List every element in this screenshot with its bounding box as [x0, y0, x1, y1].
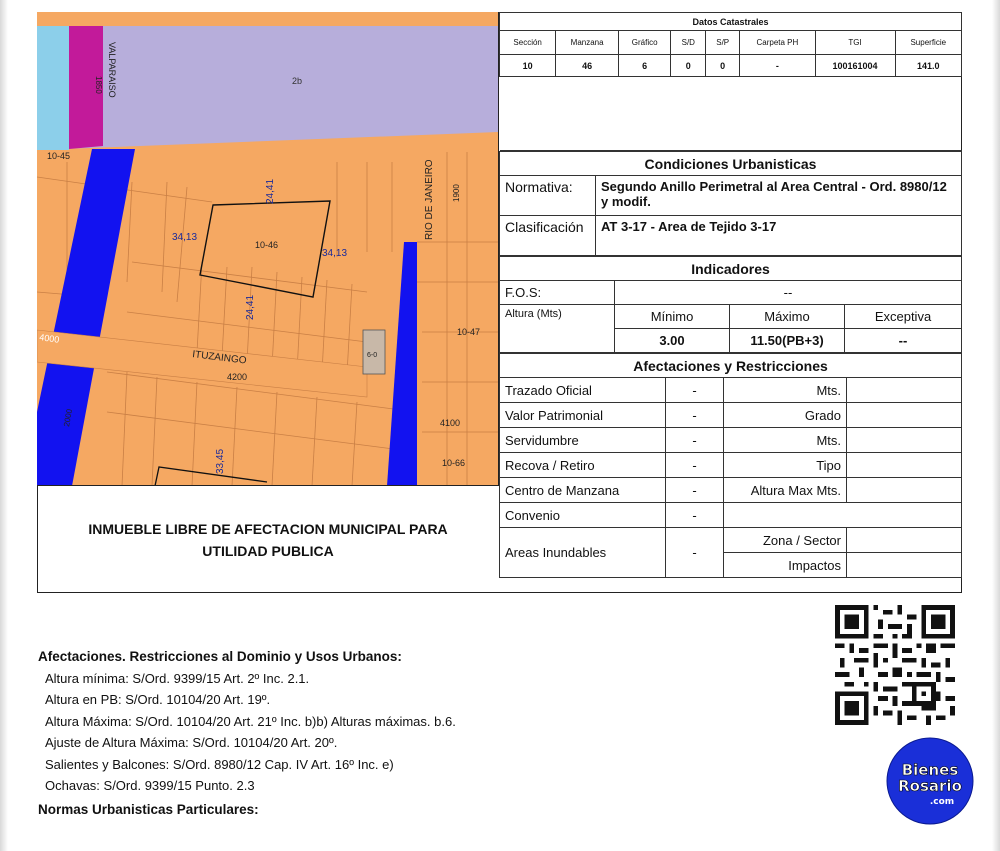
normas-title: Normas Urbanisticas Particulares: — [38, 801, 259, 817]
afectacion-dash: - — [666, 378, 724, 403]
catastral-header: S/D — [671, 31, 706, 55]
catastral-title: Datos Catastrales — [500, 13, 962, 31]
legal-item: Ochavas: S/Ord. 9399/15 Punto. 2.3 — [45, 778, 255, 793]
condiciones-table — [499, 151, 962, 256]
catastral-header: Manzana — [556, 31, 619, 55]
exceptiva-value: -- — [845, 329, 962, 353]
legal-item: Altura mínima: S/Ord. 9399/15 Art. 2º Inc. 2.1. — [45, 670, 310, 686]
afectacion-label: Recova / Retiro — [500, 453, 666, 478]
label-4200: 4200 — [227, 372, 248, 382]
minimo-value: 3.00 — [615, 329, 730, 353]
notice-text: INMUEBLE LIBRE DE AFECTACION MUNICIPAL PARA UTILIDAD PUBLICA — [88, 520, 448, 559]
label-dim-3345: 33,45 — [215, 448, 226, 474]
zone-2b-block — [37, 26, 499, 150]
catastral-value: 6 — [618, 55, 670, 77]
legal-item: Salientes y Balcones: S/Ord. 8980/12 Cap. IV Art. 16º Inc. e) — [45, 756, 394, 772]
legal-item: Altura en PB: S/Ord. 10104/20 Art. 19º. — [45, 692, 271, 707]
catastral-value: - — [740, 55, 815, 77]
afectacion-unit: Mts. — [724, 428, 847, 453]
zona-value — [847, 528, 962, 553]
data-panel — [499, 12, 962, 593]
logo-line3: .com — [929, 797, 955, 807]
legal-title: Afectaciones. Restricciones al Dominio y Usos Urbanos: — [38, 649, 402, 664]
afectacion-dash: - — [666, 453, 724, 478]
label-dim-bottom: 24,41 — [245, 294, 256, 320]
catastral-header: Sección — [500, 31, 556, 55]
page-edge-left — [0, 0, 8, 851]
map-svg — [37, 12, 499, 486]
label-rio: RIO DE JANEIRO — [424, 159, 435, 240]
afectacion-label: Centro de Manzana — [500, 478, 666, 503]
zona-label: Zona / Sector — [724, 528, 847, 553]
altura-label: Altura (Mts) — [500, 305, 615, 353]
afectacion-value — [847, 403, 962, 428]
blank-area — [500, 77, 962, 151]
afectacion-label: Valor Patrimonial — [500, 403, 666, 428]
afectacion-value — [847, 378, 962, 403]
catastral-value: 141.0 — [895, 55, 961, 77]
catastral-value: 10 — [500, 55, 556, 77]
label-4100: 4100 — [440, 418, 461, 428]
catastral-header: Gráfico — [618, 31, 670, 55]
catastral-value: 0 — [706, 55, 740, 77]
exceptiva-label: Exceptiva — [845, 305, 962, 329]
label-dim-top: 24,41 — [265, 178, 276, 204]
afectacion-dash: - — [666, 403, 724, 428]
indicadores-title: Indicadores — [500, 257, 962, 281]
label-dim-left: 34,13 — [172, 232, 198, 243]
legal-section — [38, 646, 456, 820]
condiciones-title: Condiciones Urbanisticas — [500, 152, 962, 176]
afectacion-unit: Altura Max Mts. — [724, 478, 847, 503]
indicadores-table — [499, 256, 962, 353]
afectacion-value — [847, 453, 962, 478]
label-zone-1047: 10-47 — [457, 327, 481, 337]
maximo-label: Máximo — [730, 305, 845, 329]
bienes-rosario-logo — [886, 737, 974, 825]
afectacion-dash: - — [666, 478, 724, 503]
water-strip — [37, 26, 69, 150]
afectacion-label: Servidumbre — [500, 428, 666, 453]
afectacion-unit: Tipo — [724, 453, 847, 478]
label-zone-2b: 2b — [292, 76, 303, 86]
afectacion-unit: Mts. — [724, 378, 847, 403]
afectaciones-title: Afectaciones y Restricciones — [500, 354, 962, 378]
catastral-header: Superficie — [895, 31, 961, 55]
afectacion-value — [847, 428, 962, 453]
catastral-value: 100161004 — [815, 55, 895, 77]
cadastral-map — [37, 12, 499, 486]
qr-code — [835, 605, 955, 725]
fos-value: -- — [615, 281, 962, 305]
catastral-value: 0 — [671, 55, 706, 77]
label-dim-right: 34,13 — [322, 248, 348, 259]
catastral-header: Carpeta PH — [740, 31, 815, 55]
afectacion-label: Trazado Oficial — [500, 378, 666, 403]
maximo-value: 11.50(PB+3) — [730, 329, 845, 353]
afectacion-unit: Grado — [724, 403, 847, 428]
label-valparaiso-num: 1850 — [94, 76, 103, 94]
page-edge-right — [992, 0, 1000, 851]
legal-item: Ajuste de Altura Máxima: S/Ord. 10104/20 Art. 20º. — [45, 735, 338, 750]
afectacion-value — [847, 478, 962, 503]
label-rio-num: 1900 — [452, 184, 461, 202]
normativa-label: Normativa: — [500, 176, 596, 216]
label-valparaiso: VALPARAISO — [107, 42, 117, 98]
fos-label: F.O.S: — [500, 281, 615, 305]
catastral-header: TGI — [815, 31, 895, 55]
label-street-4000: 4000 — [38, 332, 60, 345]
inundables-dash: - — [666, 528, 724, 578]
catastral-value: 46 — [556, 55, 619, 77]
afectacion-dash: - — [666, 428, 724, 453]
logo-line2: Rosario — [898, 777, 962, 795]
afectaciones-table — [499, 353, 962, 578]
label-zone-60: 6-0 — [367, 352, 378, 359]
label-lot: 10-46 — [255, 240, 279, 250]
clasificacion-label: Clasificación — [500, 216, 596, 256]
afectacion-unit — [724, 503, 962, 528]
catastral-header: S/P — [706, 31, 740, 55]
legal-item: Altura Máxima: S/Ord. 10104/20 Art. 21º Inc. b)b) Alturas máximas. b.6. — [45, 713, 456, 729]
label-2000: 2000 — [62, 408, 75, 428]
inundables-label: Areas Inundables — [500, 528, 666, 578]
clasificacion-value: AT 3-17 - Area de Tejido 3-17 — [596, 216, 962, 256]
label-zone-1045: 10-45 — [47, 151, 71, 161]
afectacion-label: Convenio — [500, 503, 666, 528]
label-ituzaingo: ITUZAINGO — [191, 349, 248, 367]
impactos-label: Impactos — [724, 553, 847, 578]
logo-line1: Bienes — [901, 761, 959, 779]
catastral-table — [499, 12, 962, 151]
minimo-label: Mínimo — [615, 305, 730, 329]
label-zone-1066: 10-66 — [442, 458, 466, 468]
afectacion-dash: - — [666, 503, 724, 528]
impactos-value — [847, 553, 962, 578]
normativa-value: Segundo Anillo Perimetral al Area Central - Ord. 8980/12 y modif. — [596, 176, 962, 216]
